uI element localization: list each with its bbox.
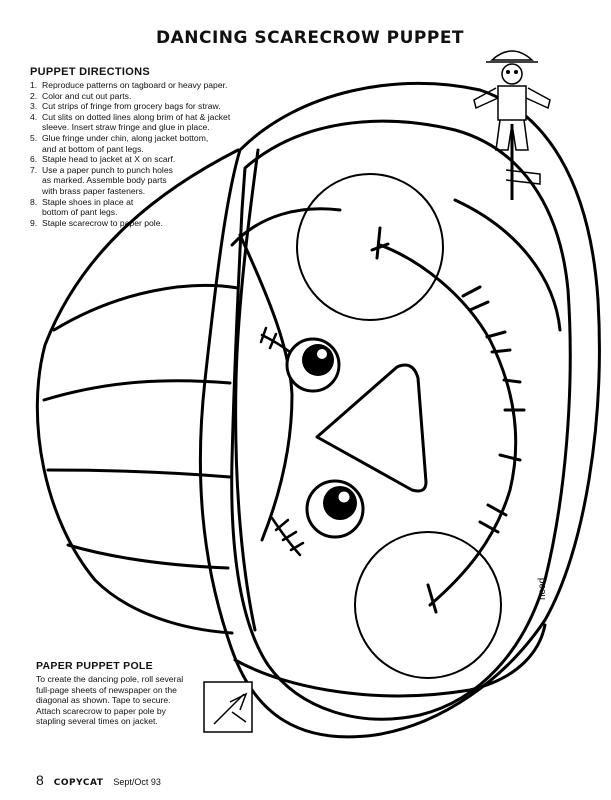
- step-number: 8.: [30, 196, 38, 207]
- step-text: Staple head to jacket at X on scarf.: [42, 154, 176, 165]
- step-number: 2.: [30, 90, 38, 101]
- scarecrow-preview-icon: [474, 51, 550, 200]
- page-number: 8: [36, 772, 44, 788]
- issue-date: Sept/Oct 93: [113, 777, 161, 787]
- step-text: Color and cut out parts.: [42, 90, 132, 101]
- step-text: Staple scarecrow to paper pole.: [42, 217, 163, 228]
- pole-heading: PAPER PUPPET POLE: [36, 660, 153, 672]
- step-number: 1.: [30, 80, 38, 90]
- head-label: head: [537, 577, 548, 600]
- step-number: 3.: [30, 101, 38, 112]
- rolled-paper-icon: [204, 682, 252, 732]
- pole-instructions: To create the dancing pole, roll several full-page sheets of newspaper on the diagonal as shown. Tape to secure. Attach scarecrow to paper pole by stapling several times on jacket.: [36, 674, 184, 727]
- step-text: Cut strips of fringe from grocery bags for straw.: [42, 101, 221, 112]
- step-text: Staple shoes in place at bottom of pant legs.: [42, 196, 134, 218]
- right-eye: [307, 481, 363, 537]
- brand-name: COPYCAT: [53, 778, 104, 788]
- step-number: 9.: [30, 217, 38, 228]
- step-text: Use a paper punch to punch holes as marked. Assemble body parts with brass paper fasteners.: [42, 164, 173, 196]
- step-text: Glue fringe under chin, along jacket bottom, and at bottom of pant legs.: [42, 132, 209, 154]
- directions-heading: PUPPET DIRECTIONS: [30, 66, 151, 78]
- step-number: 6.: [30, 154, 38, 165]
- step-number: 7.: [30, 164, 38, 175]
- left-eye: [287, 339, 339, 391]
- step-text: Cut slits on dotted lines along brim of hat & jacket sleeve. Insert straw fringe and glue in place.: [42, 111, 231, 133]
- left-cheek-circle: [297, 174, 443, 320]
- page-title: DANCING SCARECROW PUPPET: [155, 28, 465, 48]
- step-number: 5.: [30, 132, 38, 143]
- step-number: 4.: [30, 111, 38, 122]
- step-text: Reproduce patterns on tagboard or heavy paper.: [42, 80, 228, 90]
- triangle-nose: [317, 365, 426, 491]
- page-footer: [36, 772, 161, 788]
